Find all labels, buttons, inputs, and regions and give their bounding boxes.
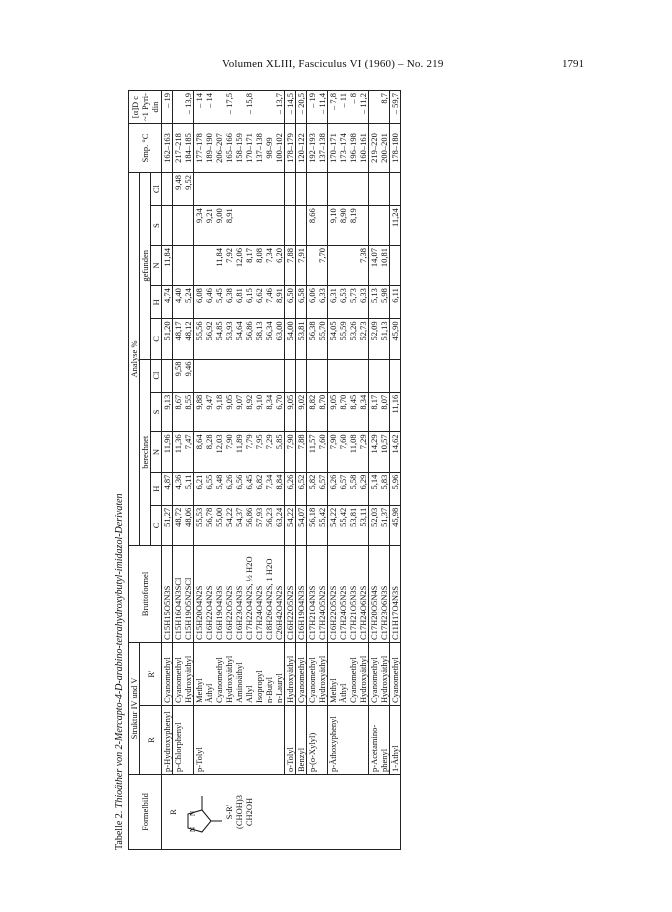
cell-calc: 8,82 8,70	[307, 392, 328, 432]
cell-r: p-Tolyl	[194, 706, 285, 775]
cell-found: 52,09 51,13	[369, 319, 390, 359]
cell-calc: 54,22	[285, 505, 296, 545]
caption-label: Tabelle 2.	[114, 810, 125, 850]
cell-calc	[328, 359, 369, 392]
cell-calc: 52,03 51,37	[369, 505, 390, 545]
cell-calc	[285, 359, 296, 392]
cell-found: 6,31 6,53 5,73 6,33	[328, 286, 369, 319]
rotated-table-block	[112, 90, 552, 850]
cell-smp: 120–122	[296, 124, 307, 173]
cell-found: 6,06 6,33	[307, 286, 328, 319]
cell-found: 4,40 5,24	[173, 286, 194, 319]
cell-r2: Cyanomethyl	[162, 643, 173, 706]
caption-text: Thioäther von 2-Mercapto-4-D-arabino-tetrahydroxybutyl-imidazol-Derivaten	[114, 493, 125, 809]
cell-alpha: 8,7	[369, 91, 390, 124]
cell-smp: 162–163	[162, 124, 173, 173]
cell-formula: C16H22O5N2S C17H24O5N2S C17H21O5N3S C17H24O6N2S	[328, 546, 369, 643]
cell-alpha: – 7,8 – 11 – 8 – 11,2	[328, 91, 369, 124]
cell-calc: 8,67 8,55	[173, 392, 194, 432]
cell-found	[307, 173, 328, 206]
cell-calc: 4,36 5,11	[173, 472, 194, 505]
col-calc-c: C	[151, 505, 162, 545]
cell-found: 6,50	[285, 286, 296, 319]
cell-found: 11,24	[390, 206, 401, 246]
structure-end: CH2OH	[244, 797, 254, 827]
cell-found	[328, 173, 369, 206]
page-number: 1791	[562, 58, 584, 70]
cell-found	[390, 245, 401, 285]
table-row	[369, 91, 390, 850]
cell-calc: 4,87	[162, 472, 173, 505]
cell-found	[296, 206, 307, 246]
table-row	[390, 91, 401, 850]
cell-found	[162, 206, 173, 246]
cell-found	[173, 206, 194, 246]
cell-calc: 5,82 6,57	[307, 472, 328, 505]
imidazole-ring-icon	[184, 784, 224, 840]
cell-found: 45,90	[390, 319, 401, 359]
cell-calc: 54,22 55,42 53,81 53,11	[328, 505, 369, 545]
col-r2: R'	[140, 643, 162, 706]
cell-calc: 8,17 8,07	[369, 392, 390, 432]
col-calc-cl: Cl	[151, 359, 162, 392]
cell-calc: 9,58 9,46	[173, 359, 194, 392]
cell-r: Benzyl	[296, 706, 307, 775]
cell-found: 7,70	[307, 245, 328, 285]
cell-found: 9,10 8,90 8,19	[328, 206, 369, 246]
cell-found: 6,11	[390, 286, 401, 319]
cell-r: o-Tolyl	[285, 706, 296, 775]
table-body	[162, 91, 401, 850]
cell-found: 54,00	[285, 319, 296, 359]
data-table	[128, 90, 401, 850]
cell-formula: C16H19O4N3S	[296, 546, 307, 643]
cell-r2: Methyl Äthyl Cyanomethyl Hydroxyäthyl	[328, 643, 369, 706]
cell-calc: 6,21 6,55 5,48 6,26 6,56 6,45 6,82 7,34 8,84	[194, 472, 285, 505]
cell-formula: C15H20O4N2S C16H22O4N2S C16H19O4N3S C16H22O5N2S C16H23O4N3S C17H22O4N2S, ½ H2O C17H24O4N2S C18H26O4N2S, 1 H2O C26H42O4N2S	[194, 546, 285, 643]
cell-found: 51,20	[162, 319, 173, 359]
cell-calc: 7,90 7,60 11,08 7,29	[328, 432, 369, 472]
cell-r2: Cyanomethyl	[390, 643, 401, 706]
cell-calc: 9,13	[162, 392, 173, 432]
cell-found: 7,38	[328, 245, 369, 285]
cell-calc: 9,02	[296, 392, 307, 432]
cell-smp: 178–179	[285, 124, 296, 173]
cell-found: 9,48 9,52	[173, 173, 194, 206]
col-bruttoformel: Bruttoformel	[129, 546, 162, 643]
cell-calc: 7,90	[285, 432, 296, 472]
cell-found: 6,58	[296, 286, 307, 319]
cell-calc: 8,64 8,28 12,03 7,90 11,89 7,79 7,95 7,29 5,85	[194, 432, 285, 472]
cell-r: 1-Äthyl	[390, 706, 401, 775]
cell-found	[369, 173, 390, 206]
col-berechnet: berechnet	[140, 359, 151, 545]
cell-calc: 11,36 7,47	[173, 432, 194, 472]
col-formelbild: Formelbild	[129, 775, 162, 850]
cell-smp: 217–218 184–185	[173, 124, 194, 173]
cell-formula: C17H21O4N3S C17H24O5N2S	[307, 546, 328, 643]
cell-r2: Cyanomethyl	[296, 643, 307, 706]
cell-alpha: – 14,5	[285, 91, 296, 124]
cell-calc	[162, 359, 173, 392]
cell-calc	[194, 359, 285, 392]
cell-calc	[296, 359, 307, 392]
table-row	[162, 91, 173, 850]
cell-calc: 6,26 6,57 5,58 6,29	[328, 472, 369, 505]
cell-found	[173, 245, 194, 285]
cell-smp: 177–178 189–190 206–207 165–166 158–159 170–171 137–138 98–99 100–102	[194, 124, 285, 173]
structure-r-label: R	[168, 809, 178, 815]
cell-found: 56,38 55,70	[307, 319, 328, 359]
cell-found: 55,56 56,92 54,85 53,93 54,64 56,86 58,13 56,34 63,00	[194, 319, 285, 359]
cell-found	[369, 206, 390, 246]
cell-calc: 5,96	[390, 472, 401, 505]
col-gefunden: gefunden	[140, 173, 151, 360]
cell-found: 53,81	[296, 319, 307, 359]
structure-substituent: S-R'	[224, 804, 234, 820]
cell-calc: 45,98	[390, 505, 401, 545]
svg-text:N: N	[189, 826, 197, 832]
cell-calc: 11,57 7,60	[307, 432, 328, 472]
cell-formula: C16H22O5N2S	[285, 546, 296, 643]
table-row	[285, 91, 296, 850]
cell-calc: 5,14 5,83	[369, 472, 390, 505]
cell-found: 11,84 7,92 12,06 8,17 8,08 7,34 6,20	[194, 245, 285, 285]
cell-found: 6,08 6,46 5,45 6,38 6,81 6,15 6,62 7,46 8,91	[194, 286, 285, 319]
cell-calc: 54,07	[296, 505, 307, 545]
table-row	[328, 91, 369, 850]
cell-calc	[307, 359, 328, 392]
col-calc-n: N	[151, 432, 162, 472]
col-found-cl: Cl	[151, 173, 162, 206]
cell-found: 48,17 48,12	[173, 319, 194, 359]
cell-found: 11,84	[162, 245, 173, 285]
cell-r2: Cyanomethyl Hydroxyäthyl	[307, 643, 328, 706]
cell-calc: 56,18 55,42	[307, 505, 328, 545]
cell-r2: Methyl Äthyl Cyanomethyl Hydroxyäthyl Aminoäthyl Allyl Isopropyl n-Butyl n-Lauryl	[194, 643, 285, 706]
col-analyse: Analyse %	[129, 173, 140, 546]
col-calc-h: H	[151, 472, 162, 505]
cell-calc: 51,27	[162, 505, 173, 545]
col-r: R	[140, 706, 162, 775]
cell-found: 7,88	[285, 245, 296, 285]
cell-found: 4,74	[162, 286, 173, 319]
cell-found	[285, 206, 296, 246]
cell-smp: 192–193 137–138	[307, 124, 328, 173]
cell-smp: 178–180	[390, 124, 401, 173]
col-found-c: C	[151, 319, 162, 359]
cell-found: 9,34 9,21 9,00 8,91	[194, 206, 285, 246]
cell-smp: 219–220 200–201	[369, 124, 390, 173]
table-row	[173, 91, 194, 850]
col-calc-s: S	[151, 392, 162, 432]
structure-chain: (CHOH)3	[234, 795, 244, 829]
svg-text:N: N	[189, 810, 197, 816]
cell-found: 8,66	[307, 206, 328, 246]
cell-found	[390, 173, 401, 206]
col-found-s: S	[151, 206, 162, 246]
cell-r2: Cyanomethyl Hydroxyäthyl	[369, 643, 390, 706]
table-row	[194, 91, 285, 850]
cell-smp: 170–171 173–174 196–198 160–161	[328, 124, 369, 173]
cell-found	[194, 173, 285, 206]
cell-r2: Hydroxyäthyl	[285, 643, 296, 706]
cell-r2: Cyanomethyl Hydroxyäthyl	[173, 643, 194, 706]
cell-found	[285, 173, 296, 206]
cell-calc: 9,05 8,70 8,45 8,34	[328, 392, 369, 432]
table-row	[307, 91, 328, 850]
cell-calc: 55,53 56,78 55,00 54,22 54,37 56,86 57,93 56,23 63,24	[194, 505, 285, 545]
cell-found: 5,13 5,98	[369, 286, 390, 319]
cell-calc: 7,88	[296, 432, 307, 472]
cell-r: p-Chlorphenyl	[173, 706, 194, 775]
table-caption	[112, 90, 128, 850]
cell-calc: 6,52	[296, 472, 307, 505]
cell-alpha: – 19	[162, 91, 173, 124]
cell-alpha: – 14 – 14 – 17,5 – 15,8 – 13,7	[194, 91, 285, 124]
running-title: Volumen XLIII, Fasciculus VI (1960) – No. 219	[222, 58, 444, 70]
cell-formula: C11H17O4N3S	[390, 546, 401, 643]
cell-calc	[369, 359, 390, 392]
structure-formula	[162, 775, 401, 850]
cell-formula: C17H20O5N4S C17H23O6N3S	[369, 546, 390, 643]
cell-formula: C15H15O5N3S	[162, 546, 173, 643]
col-smp: Smp. °C	[129, 124, 162, 173]
cell-r: p-Hydroxyphenyl	[162, 706, 173, 775]
col-found-n: N	[151, 245, 162, 285]
cell-calc: 14,62	[390, 432, 401, 472]
cell-alpha: – 19 – 11,4	[307, 91, 328, 124]
cell-found	[296, 173, 307, 206]
cell-found: 14,07 10,81	[369, 245, 390, 285]
cell-r: p-Äthoxyphenyl	[328, 706, 369, 775]
cell-alpha: – 59,7	[390, 91, 401, 124]
col-struktur: Struktur IV und V	[129, 643, 140, 775]
cell-formula: C15H16O4N3SCl C15H19O5N2SCl	[173, 546, 194, 643]
cell-r: p-Acetamino- phenyl	[369, 706, 390, 775]
cell-calc: 14,29 10,57	[369, 432, 390, 472]
cell-calc: 11,96	[162, 432, 173, 472]
cell-alpha: – 13,9	[173, 91, 194, 124]
cell-r: p-(o-Xylyl)	[307, 706, 328, 775]
cell-calc: 6,26	[285, 472, 296, 505]
col-alpha: [α]D c ~1 Pyri-din	[129, 91, 162, 124]
cell-found: 7,91	[296, 245, 307, 285]
col-found-h: H	[151, 286, 162, 319]
cell-found	[162, 173, 173, 206]
table-row	[296, 91, 307, 850]
cell-calc: 9,88 9,47 9,18 9,05 9,07 8,92 9,10 8,34 6,70	[194, 392, 285, 432]
cell-calc: 11,16	[390, 392, 401, 432]
cell-alpha: – 20,5	[296, 91, 307, 124]
cell-found: 54,05 55,59 53,26 52,73	[328, 319, 369, 359]
cell-calc: 48,72 48,06	[173, 505, 194, 545]
cell-calc: 9,05	[285, 392, 296, 432]
cell-calc	[390, 359, 401, 392]
